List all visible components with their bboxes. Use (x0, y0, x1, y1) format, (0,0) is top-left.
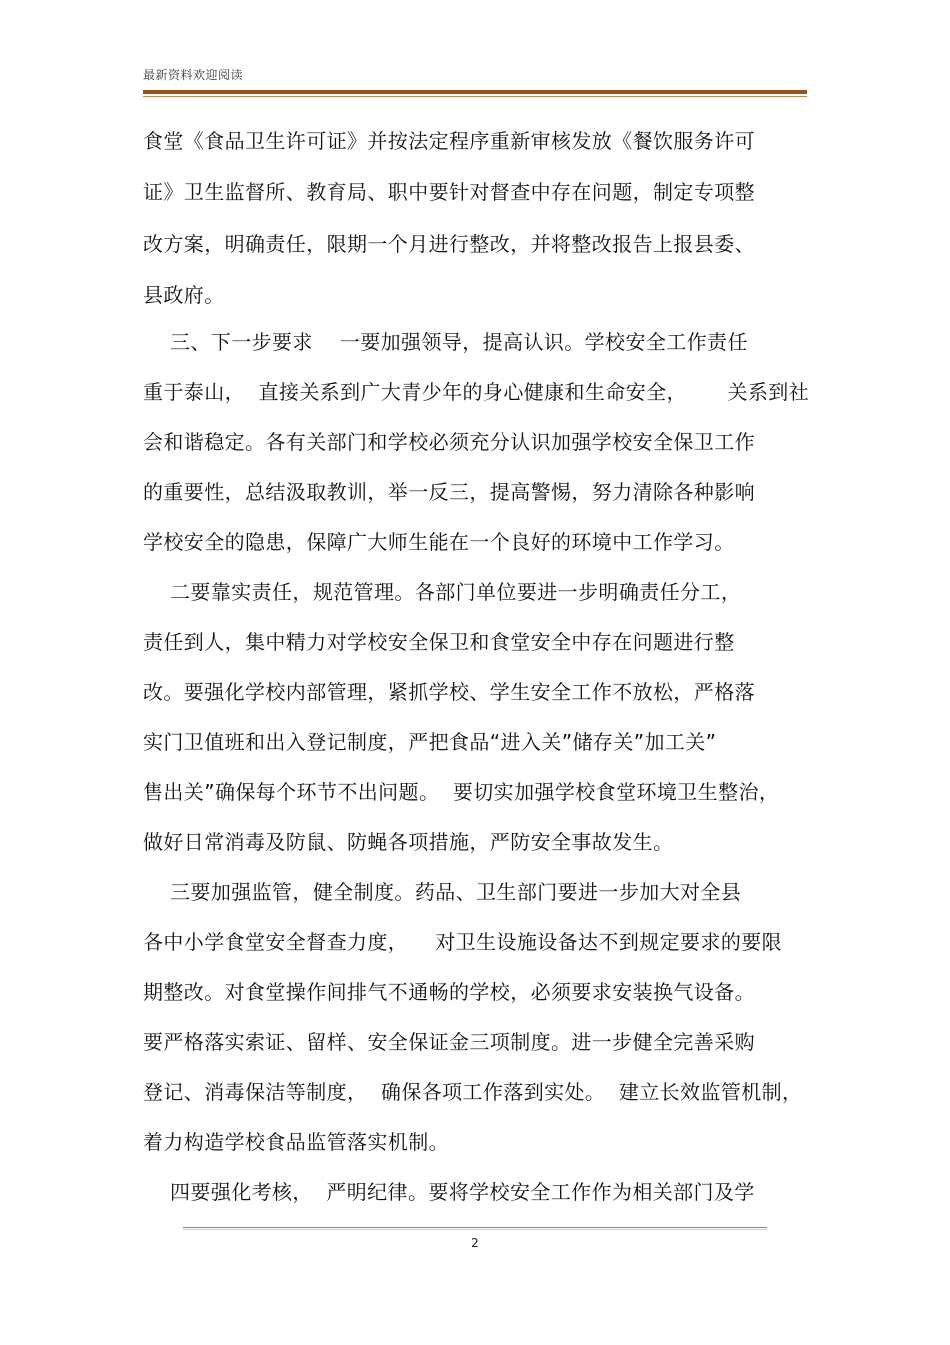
body-line: 的重要性，总结汲取教训，举一反三，提高警惕，努力清除各种影响 (143, 480, 755, 504)
body-line: 二要靠实责任，规范管理。各部门单位要进一步明确责任分工， (143, 580, 742, 604)
body-line: 售出关”确保每个环节不出问题。 要切实加强学校食堂环境卫生整治， (143, 780, 780, 804)
body-line: 做好日常消毒及防鼠、防蝇各项措施，严防安全事故发生。 (143, 830, 674, 854)
body-line: 改方案，明确责任，限期一个月进行整改，并将整改报告上报县委、 (143, 232, 755, 256)
body-line: 食堂《食品卫生许可证》并按法定程序重新审核发放《餐饮服务许可 (143, 129, 755, 153)
header-text: 最新资料欢迎阅读 (143, 68, 244, 82)
body-line: 四要强化考核， 严明纪律。要将学校安全工作作为相关部门及学 (143, 1180, 755, 1204)
footer-rule-thin (183, 1229, 767, 1230)
body-line: 着力构造学校食品监管落实机制。 (143, 1130, 449, 1154)
body-line: 证》卫生监督所、教育局、职中要针对督查中存在问题，制定专项整 (143, 180, 755, 204)
header-rule (143, 90, 807, 94)
body-line: 登记、消毒保洁等制度， 确保各项工作落到实处。 建立长效监管机制， (143, 1080, 803, 1104)
footer-rule (183, 1227, 767, 1228)
body-line: 改。要强化学校内部管理，紧抓学校、学生安全工作不放松，严格落 (143, 680, 755, 704)
body-line: 三要加强监管，健全制度。药品、卫生部门要进一步加大对全县 (143, 880, 742, 904)
body-line: 期整改。对食堂操作间排气不通畅的学校，必须要求安装换气设备。 (143, 980, 755, 1004)
header-rule-thin (143, 96, 807, 97)
body-line: 责任到人，集中精力对学校安全保卫和食堂安全中存在问题进行整 (143, 630, 735, 654)
body-line: 实门卫值班和出入登记制度，严把食品“进入关”储存关”加工关” (143, 730, 717, 754)
body-line: 三、下一步要求 一要加强领导，提高认识。学校安全工作责任 (143, 330, 748, 354)
body-line: 县政府。 (143, 283, 225, 307)
page-number: 2 (471, 1236, 479, 1250)
body-line: 各中小学食堂安全督查力度， 对卫生设施设备达不到规定要求的要限 (143, 930, 783, 954)
body-line: 学校安全的隐患，保障广大师生能在一个良好的环境中工作学习。 (143, 530, 735, 554)
body-line: 要严格落实索证、留样、安全保证金三项制度。进一步健全完善采购 (143, 1030, 755, 1054)
body-line: 会和谐稳定。各有关部门和学校必须充分认识加强学校安全保卫工作 (143, 430, 755, 454)
body-line: 重于泰山， 直接关系到广大青少年的身心健康和生命安全， 关系到社 (143, 380, 810, 404)
